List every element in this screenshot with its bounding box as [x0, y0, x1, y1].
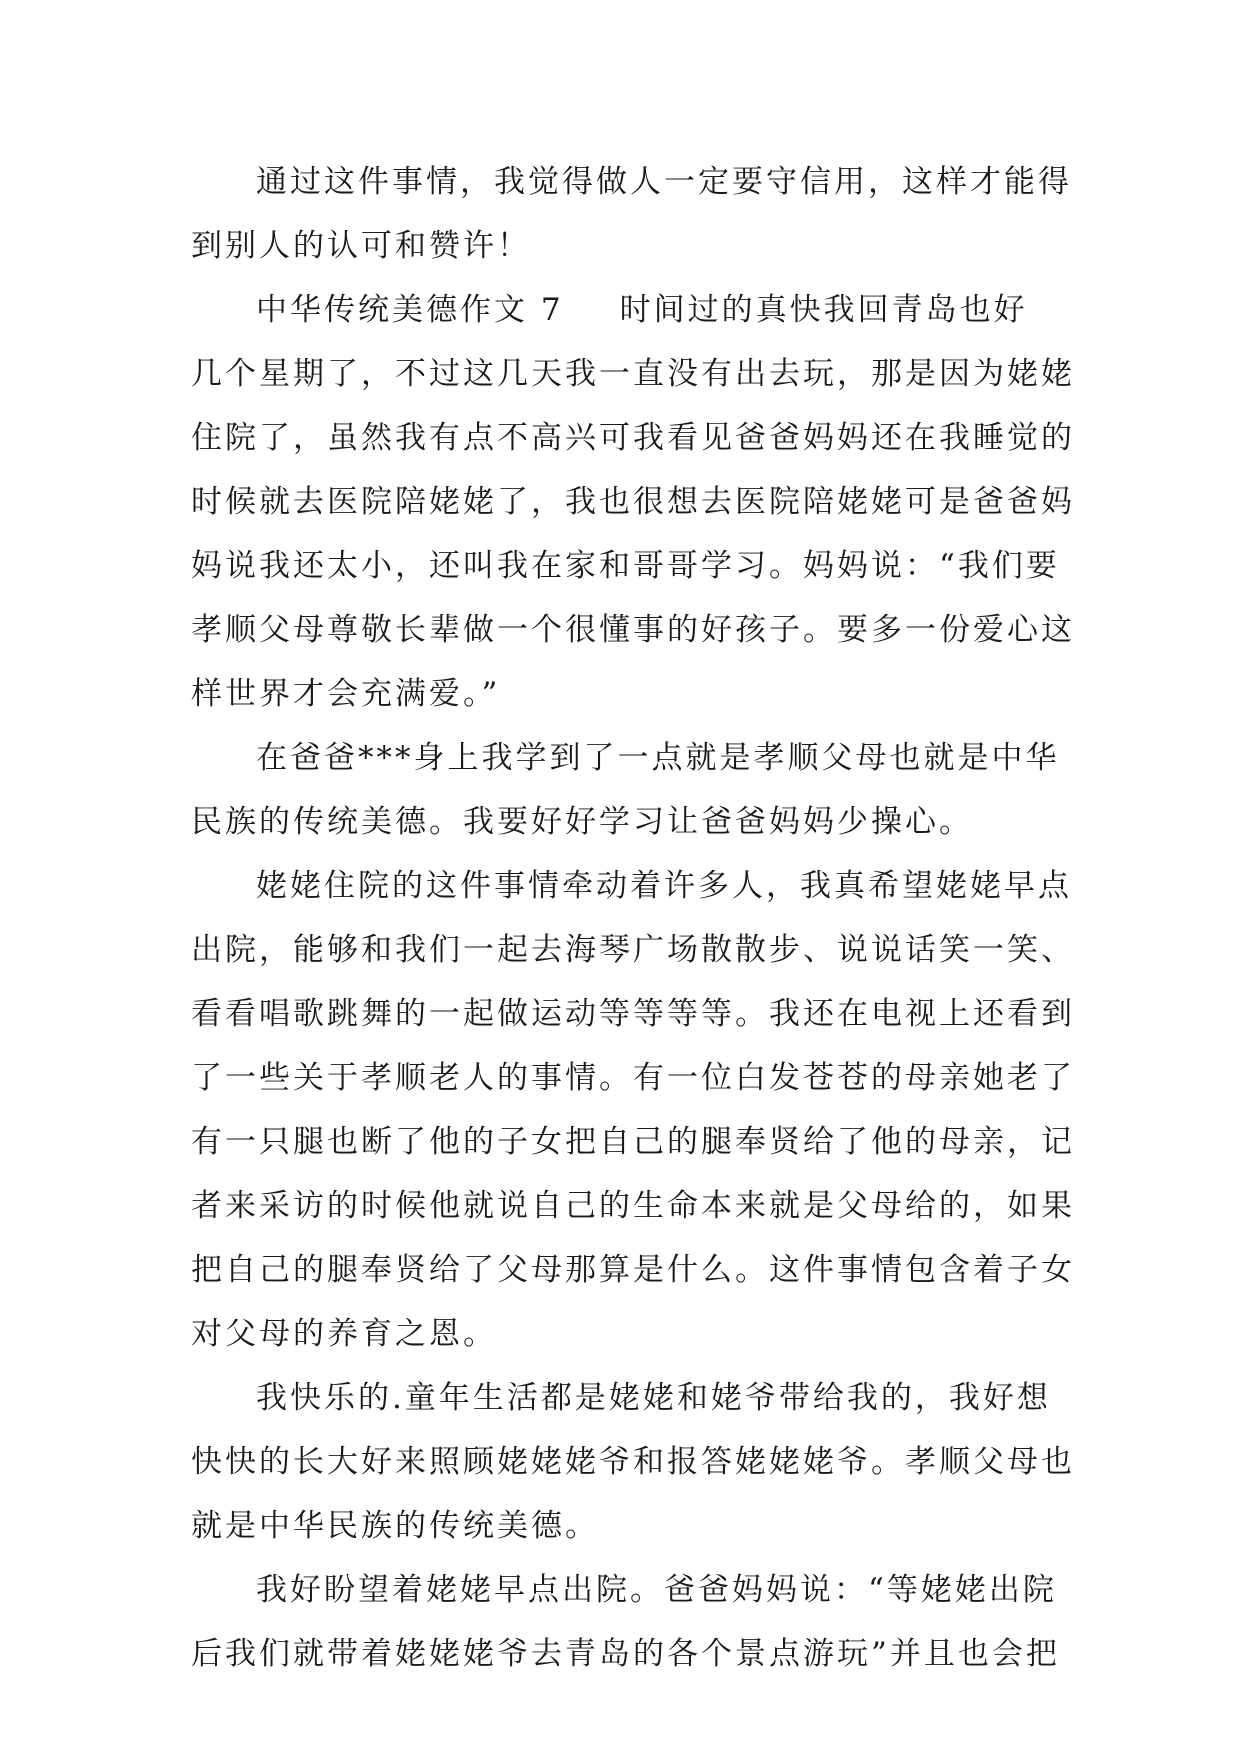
document-body — [191, 150, 1075, 1686]
text-line: 看看唱歌跳舞的一起做运动等等等等。我还在电视上还看到 — [191, 996, 1075, 1032]
text-line: 出院，能够和我们一起去海琴广场散散步、说说话笑一笑、 — [191, 932, 1075, 968]
text-line: 我快乐的.童年生活都是姥姥和姥爷带给我的，我好想 — [256, 1380, 1051, 1416]
heading-line — [191, 278, 1051, 342]
text-line: 了一些关于孝顺老人的事情。有一位白发苍苍的母亲她老了 — [191, 1060, 1075, 1096]
text-line: 对父母的养育之恩。 — [191, 1316, 497, 1352]
text-line: 后我们就带着姥姥姥爷去青岛的各个景点游玩”并且也会把 — [191, 1636, 1060, 1672]
text-line: 民族的传统美德。我要好好学习让爸爸妈妈少操心。 — [191, 804, 973, 840]
text-line: 在爸爸***身上我学到了一点就是孝顺父母也就是中华 — [256, 740, 1060, 776]
text-line: 者来采访的时候他就说自己的生命本来就是父母给的，如果 — [191, 1188, 1075, 1224]
text-line: 时候就去医院陪姥姥了，我也很想去医院陪姥姥可是爸爸妈 — [191, 484, 1075, 520]
text-line: 把自己的腿奉贤给了父母那算是什么。这件事情包含着子女 — [191, 1252, 1075, 1288]
text-line: 有一只腿也断了他的子女把自己的腿奉贤给了他的母亲，记 — [191, 1124, 1075, 1160]
text-line: 孝顺父母尊敬长辈做一个很懂事的好孩子。要多一份爱心这 — [191, 612, 1075, 648]
text-line: 快快的长大好来照顾姥姥姥爷和报答姥姥姥爷。孝顺父母也 — [191, 1444, 1075, 1480]
text-line: 妈说我还太小，还叫我在家和哥哥学习。妈妈说：“我们要 — [191, 548, 1060, 584]
text-line: 几个星期了，不过这几天我一直没有出去玩，那是因为姥姥 — [191, 356, 1075, 392]
text-line: 我好盼望着姥姥早点出院。爸爸妈妈说：“等姥姥出院 — [256, 1572, 1057, 1608]
text-line: 时间过的真快我回青岛也好 — [619, 292, 1028, 328]
text-line: 样世界才会充满爱。” — [191, 676, 501, 712]
essay-heading: 中华传统美德作文 7 — [256, 292, 564, 328]
text-line: 姥姥住院的这件事情牵动着许多人，我真希望姥姥早点 — [256, 868, 1072, 904]
text-line: 住院了，虽然我有点不高兴可我看见爸爸妈妈还在我睡觉的 — [191, 420, 1075, 456]
text-line: 到别人的认可和赞许！ — [191, 228, 531, 264]
text-line: 就是中华民族的传统美德。 — [191, 1508, 599, 1544]
text-line: 通过这件事情，我觉得做人一定要守信用，这样才能得 — [256, 164, 1072, 200]
